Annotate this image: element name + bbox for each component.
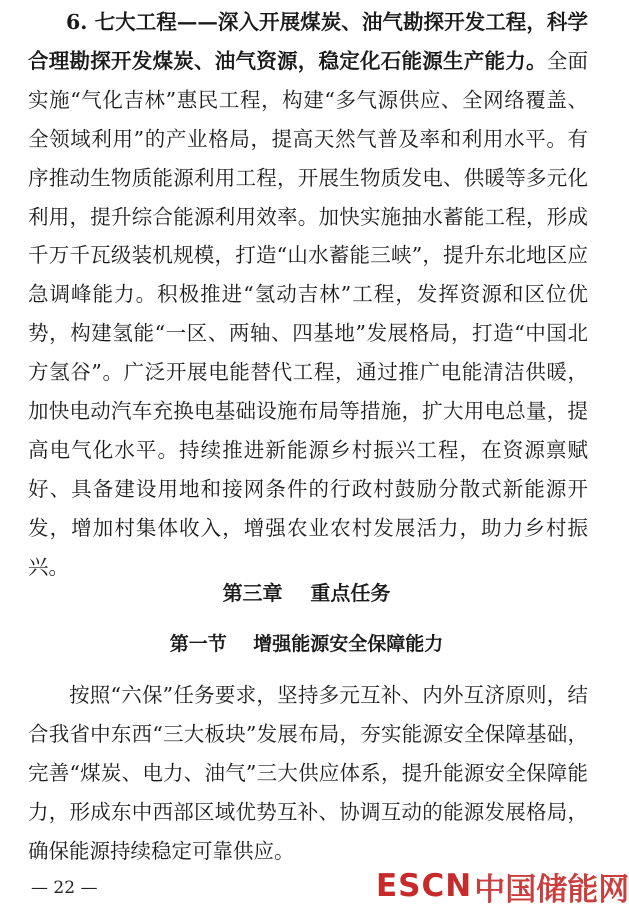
watermark-logo [376, 864, 629, 908]
chapter-heading: 第三章 重点任务 [222, 581, 391, 605]
body-paragraph-energy-security: 按照“六保”任务要求，坚持多元互补、内外互济原则，结合我省中东西“三大板块”发展布局，夯实能源安全保障基础，完善“煤炭、电力、油气”三大供应体系，提升能源安全保障能力，形成东中西部区域优势互补、协调互动的能源发展格局，确保能源持续稳定可靠供应。 [28, 683, 588, 863]
watermark-site-name: 中国储能网 [474, 871, 629, 908]
body-paragraph-seven-projects [28, 3, 588, 587]
watermark-brand: ESCN [376, 868, 473, 904]
paragraph-lead-bold: 6. 七大工程——深入开展煤炭、油气勘探开发工程，科学合理勘探开发煤炭、油气资源，稳定化石能源生产能力。 [28, 10, 588, 73]
page-number: — 22 — [31, 878, 98, 898]
paragraph-body-text: 全面实施“气化吉林”惠民工程，构建“多气源供应、全网络覆盖、全领域利用”的产业格局，提高天然气普及率和利用水平。有序推动生物质能源利用工程，开展生物质发电、供暖等多元化利用，提升综合能源利用效率。加快实施抽水蓄能工程，形成千万千瓦级装机规模，打造“山水蓄能三峡”，提升东北地区应急调峰能力。积极推进“氢动吉林”工程，发挥资源和区位优势，构建氢能“一区、两轴、四基地”发展格局，打造“中国北方氢谷”。广泛开展电能替代工程，通过推广电能清洁供暖，加快电动汽车充换电基础设施布局等措施，扩大用电总量，提高电气化水平。持续推进新能源乡村振兴工程，在资源禀赋好、具备建设用地和接网条件的行政村鼓励分散式新能源开发，增加村集体收入，增强农业农村发展活力，助力乡村振兴。 [28, 48, 588, 579]
section-heading: 第一节 增强能源安全保障能力 [169, 633, 444, 655]
